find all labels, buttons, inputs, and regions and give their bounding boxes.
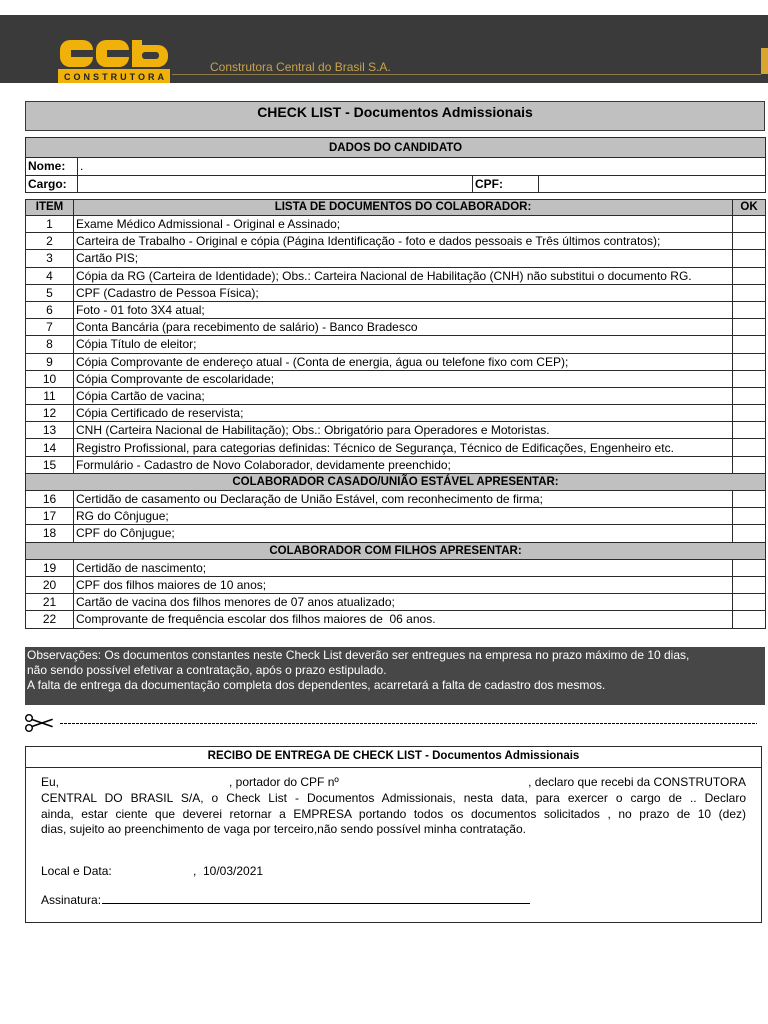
item-number: 2	[26, 233, 74, 250]
ok-check-cell	[733, 405, 766, 422]
signature-row	[41, 892, 746, 908]
table-row	[26, 233, 766, 250]
document-description: Cartão PIS;	[74, 250, 733, 267]
section-heading: COLABORADOR COM FILHOS APRESENTAR:	[26, 542, 766, 559]
col-item-header: ITEM	[26, 200, 74, 216]
logo-wordmark: CONSTRUTORA	[64, 72, 164, 82]
table-row	[26, 576, 766, 593]
ok-check-cell	[733, 370, 766, 387]
observations-box	[25, 647, 765, 705]
document-description: Cópia da RG (Carteira de Identidade); Obs.: Carteira Nacional de Habilitação (CNH) não substitui o documento RG.	[74, 267, 733, 284]
document-description: Cópia Certificado de reservista;	[74, 405, 733, 422]
table-row	[26, 456, 766, 473]
observations-line: A falta de entrega da documentação completa dos dependentes, acarretará a falta de cadastro dos mesmos.	[27, 678, 606, 692]
table-row	[26, 387, 766, 404]
item-number: 7	[26, 319, 74, 336]
section-heading: COLABORADOR CASADO/UNIÃO ESTÁVEL APRESENTAR:	[26, 473, 766, 490]
document-description: Cartão de vacina dos filhos menores de 07 anos atualizado;	[74, 594, 733, 611]
table-row	[26, 422, 766, 439]
cpf-label: CPF:	[473, 175, 539, 193]
item-number: 8	[26, 336, 74, 353]
document-description: Certidão de nascimento;	[74, 559, 733, 576]
cpf-value	[539, 175, 766, 193]
document-description: CNH (Carteira Nacional de Habilitação); Obs.: Obrigatório para Operadores e Motoristas.	[74, 422, 733, 439]
item-number: 16	[26, 491, 74, 508]
item-number: 5	[26, 284, 74, 301]
table-row	[26, 301, 766, 318]
signature-label: Assinatura:	[41, 893, 102, 907]
document-description: Conta Bancária (para recebimento de salário) - Banco Bradesco	[74, 319, 733, 336]
document-description: CPF dos filhos maiores de 10 anos;	[74, 576, 733, 593]
table-row	[26, 594, 766, 611]
document-description: Carteira de Trabalho - Original e cópia (Página Identificação - foto e dados pessoais e Três últimos contratos);	[74, 233, 733, 250]
document-description: Exame Médico Admissional - Original e Assinado;	[74, 216, 733, 233]
ok-check-cell	[733, 353, 766, 370]
item-number: 13	[26, 422, 74, 439]
candidate-table	[25, 137, 766, 193]
item-number: 12	[26, 405, 74, 422]
ok-check-cell	[733, 611, 766, 628]
ok-check-cell	[733, 559, 766, 576]
item-number: 18	[26, 525, 74, 542]
ok-check-cell	[733, 336, 766, 353]
header-accent-bar	[761, 48, 768, 74]
receipt-text: , declaro que recebi da CONSTRUTORA	[528, 775, 746, 789]
receipt-text: Eu,	[41, 775, 60, 789]
ok-check-cell	[733, 525, 766, 542]
receipt-text: , portador do CPF nº	[229, 775, 339, 789]
ok-check-cell	[733, 233, 766, 250]
document-description: Cópia Comprovante de endereço atual - (Conta de energia, água ou telefone fixo com CEP);	[74, 353, 733, 370]
receipt-line	[41, 774, 746, 790]
table-row	[26, 284, 766, 301]
signature-line	[102, 892, 530, 904]
document-description: Certidão de casamento ou Declaração de União Estável, com reconhecimento de firma;	[74, 491, 733, 508]
date-value: , 10/03/2021	[193, 864, 264, 878]
ok-check-cell	[733, 387, 766, 404]
ok-check-cell	[733, 301, 766, 318]
ok-check-cell	[733, 439, 766, 456]
table-row	[26, 611, 766, 628]
col-ok-header: OK	[733, 200, 766, 216]
table-row	[26, 216, 766, 233]
receipt-line: CENTRAL DO BRASIL S/A, o Check List - Documentos Admissionais, nesta data, para exercer o cargo de .. Declaro	[41, 791, 746, 805]
document-description: Foto - 01 foto 3X4 atual;	[74, 301, 733, 318]
table-row	[26, 439, 766, 456]
document-description: RG do Cônjugue;	[74, 508, 733, 525]
scissors-icon	[24, 714, 54, 732]
item-number: 9	[26, 353, 74, 370]
company-name: Construtora Central do Brasil S.A.	[210, 60, 391, 74]
observations-line: não sendo possível efetivar a contratação, após o prazo estipulado.	[27, 663, 387, 677]
candidate-heading: DADOS DO CANDIDATO	[26, 138, 766, 158]
table-row	[26, 353, 766, 370]
role-value	[78, 175, 473, 193]
item-number: 3	[26, 250, 74, 267]
table-row	[26, 370, 766, 387]
item-number: 22	[26, 611, 74, 628]
name-row	[26, 158, 766, 176]
document-description: Registro Profissional, para categorias definidas: Técnico de Segurança, Técnico de Edificações, Engenheiro etc.	[74, 439, 733, 456]
receipt-title: RECIBO DE ENTREGA DE CHECK LIST - Documentos Admissionais	[26, 747, 761, 768]
document-description: CPF (Cadastro de Pessoa Física);	[74, 284, 733, 301]
checklist-header-row	[26, 200, 766, 216]
place-date-row	[41, 863, 746, 879]
header-rule	[172, 74, 761, 75]
observations-line: Observações: Os documentos constantes neste Check List deverão ser entregues na empresa no prazo máximo de 10 dias,	[27, 648, 690, 662]
ok-check-cell	[733, 491, 766, 508]
ok-check-cell	[733, 267, 766, 284]
table-row	[26, 508, 766, 525]
ok-check-cell	[733, 319, 766, 336]
table-row	[26, 319, 766, 336]
document-description: Formulário - Cadastro de Novo Colaborador, devidamente preenchido;	[74, 456, 733, 473]
page-title: CHECK LIST - Documentos Admissionais	[25, 101, 765, 131]
section-heading-row	[26, 473, 766, 490]
item-number: 20	[26, 576, 74, 593]
role-label: Cargo:	[26, 175, 78, 193]
item-number: 14	[26, 439, 74, 456]
table-row	[26, 559, 766, 576]
document-description: CPF do Cônjugue;	[74, 525, 733, 542]
ccb-logo	[57, 39, 171, 83]
col-doc-header: LISTA DE DOCUMENTOS DO COLABORADOR:	[74, 200, 733, 216]
ok-check-cell	[733, 456, 766, 473]
checklist-table	[25, 199, 766, 629]
item-number: 17	[26, 508, 74, 525]
ok-check-cell	[733, 250, 766, 267]
item-number: 6	[26, 301, 74, 318]
table-row	[26, 250, 766, 267]
name-label: Nome:	[26, 158, 78, 176]
receipt-line: dias, sujeito ao preenchimento de vaga por terceiro,não sendo possível minha contratação.	[41, 822, 526, 836]
item-number: 15	[26, 456, 74, 473]
item-number: 10	[26, 370, 74, 387]
table-row	[26, 405, 766, 422]
receipt-box	[25, 746, 762, 923]
document-description: Cópia Comprovante de escolaridade;	[74, 370, 733, 387]
ok-check-cell	[733, 422, 766, 439]
table-row	[26, 491, 766, 508]
ok-check-cell	[733, 508, 766, 525]
ok-check-cell	[733, 216, 766, 233]
receipt-line: ainda, estar ciente que deverei retornar a EMPRESA portando todos os documentos solicitados , no prazo de 10 (dez)	[41, 807, 746, 821]
table-row	[26, 267, 766, 284]
item-number: 1	[26, 216, 74, 233]
document-description: Cópia Título de eleitor;	[74, 336, 733, 353]
ok-check-cell	[733, 576, 766, 593]
checklist-body	[26, 216, 766, 629]
document-description: Cópia Cartão de vacina;	[74, 387, 733, 404]
document-description: Comprovante de frequência escolar dos filhos maiores de 06 anos.	[74, 611, 733, 628]
candidate-heading-row	[26, 138, 766, 158]
item-number: 11	[26, 387, 74, 404]
table-row	[26, 336, 766, 353]
ok-check-cell	[733, 284, 766, 301]
cut-line	[60, 723, 757, 724]
name-value: .	[78, 158, 766, 176]
ok-check-cell	[733, 594, 766, 611]
table-row	[26, 525, 766, 542]
item-number: 4	[26, 267, 74, 284]
section-heading-row	[26, 542, 766, 559]
item-number: 21	[26, 594, 74, 611]
role-row	[26, 175, 766, 193]
item-number: 19	[26, 559, 74, 576]
place-date-label: Local e Data:	[41, 864, 112, 878]
